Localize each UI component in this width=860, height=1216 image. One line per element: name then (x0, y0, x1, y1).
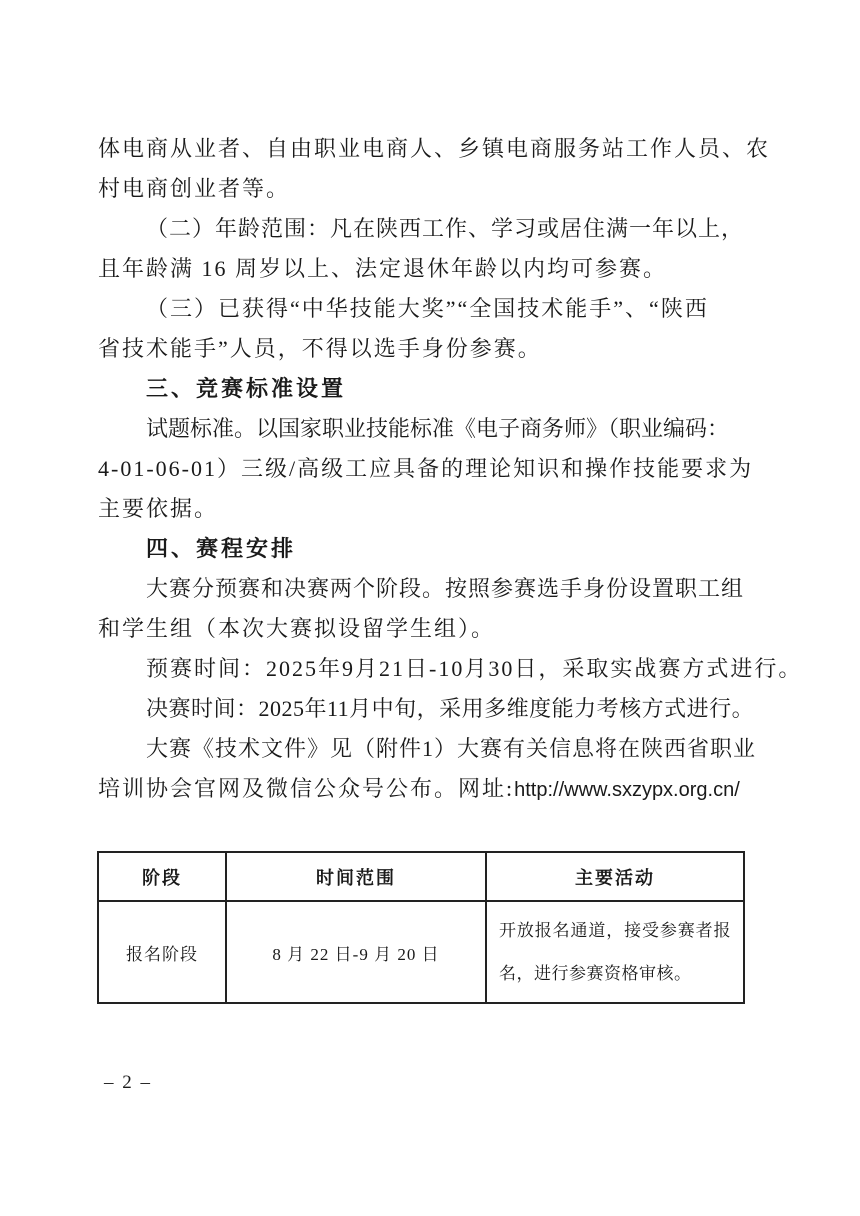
table-cell-stage: 报名阶段 (98, 901, 226, 1003)
body-line: 体电商从业者、自由职业电商人、乡镇电商服务站工作人员、农 (98, 136, 771, 161)
body-line-final-time: 决赛时间：2025年11月中旬，采用多维度能力考核方式进行。 (146, 696, 755, 721)
body-line: 4-01-06-01）三级/高级工应具备的理论知识和操作技能要求为 (98, 456, 754, 481)
website-label: 培训协会官网及微信公众号公布。网址: (98, 776, 515, 801)
body-line: 试题标准。以国家职业技能标准《电子商务师》（职业编码： (146, 416, 730, 441)
body-line: 和学生组（本次大赛拟设留学生组）。 (98, 616, 496, 641)
table-row-registration (98, 901, 744, 1003)
table-header-time-range: 时间范围 (226, 852, 486, 901)
body-line: 大赛分预赛和决赛两个阶段。按照参赛选手身份设置职工组 (146, 576, 745, 601)
body-line: （二）年龄范围：凡在陕西工作、学习或居住满一年以上， (146, 216, 745, 241)
section-heading-schedule: 四、赛程安排 (146, 536, 297, 561)
body-line: 村电商创业者等。 (98, 176, 291, 201)
body-line: 大赛《技术文件》见（附件1）大赛有关信息将在陕西省职业 (146, 736, 757, 761)
document-body (98, 129, 803, 809)
website-url: http://www.sxzypx.org.cn/ (514, 779, 740, 801)
table-cell-time-range: 8 月 22 日-9 月 20 日 (226, 901, 486, 1003)
page-number: – 2 – (104, 1072, 152, 1093)
section-heading-competition-standards: 三、竞赛标准设置 (146, 376, 347, 401)
body-line-preliminary-time: 预赛时间：2025年9月21日-10月30日，采取实战赛方式进行。 (146, 656, 803, 681)
table-header-main-activity: 主要活动 (486, 852, 744, 901)
table-cell-main-activity: 开放报名通道，接受参赛者报名，进行参赛资格审核。 (486, 901, 744, 1003)
table-header-stage: 阶段 (98, 852, 226, 901)
table-header-row (98, 852, 744, 901)
body-line: 且年龄满 16 周岁以上、法定退休年龄以内均可参赛。 (98, 256, 668, 281)
body-line: （三）已获得“中华技能大奖”“全国技术能手”、“陕西 (146, 296, 709, 321)
body-line: 主要依据。 (98, 496, 219, 521)
body-line-website (98, 769, 758, 809)
schedule-table (97, 851, 745, 1004)
body-line: 省技术能手”人员，不得以选手身份参赛。 (98, 336, 542, 361)
